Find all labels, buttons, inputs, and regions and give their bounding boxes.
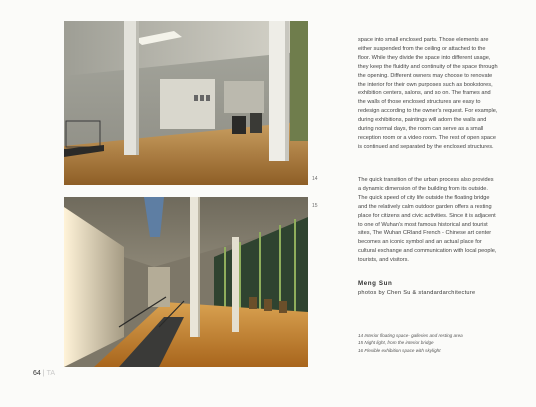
page-number: 64 (33, 370, 41, 377)
figure-captions (358, 332, 518, 354)
separator: | (42, 370, 45, 377)
magazine-mark: TA (46, 370, 56, 377)
page-footer (33, 370, 55, 377)
caption-item: 15 Night light, from the interior bridge (358, 340, 434, 346)
photo-night-light-bridge (64, 197, 308, 367)
photo-interior-floating-space (64, 21, 308, 185)
paragraph-text: space into small enclosed parts. Those elements are either suspended from the ceiling or attached to the floor. While they divide the space into different usage, they keep the fluidity and continuity of the space through the opening. Different owners may choose to renovate the interior for their own purposes such as bookstores, exhibition centers, salons, and so on. The frames and the walls of those enclosed structures are easy to redesign according to the owner's request. For example, during exhibitions, paintings will adorn the walls and during normal days, the room can serve as a small reception room or a video room. The rest of open space is continued and separated by the enclosed structures. (358, 37, 498, 150)
figure-number: 14 (312, 176, 318, 182)
figure-number: 15 (312, 203, 318, 209)
caption-item: 16 Flexible exhibition space with skylight (358, 347, 441, 353)
body-paragraph (358, 176, 498, 265)
photo-credit: photos by Chen Su & standardarchitecture (358, 290, 476, 296)
caption-item: 14 Interior floating space- galleries and resting area (358, 333, 463, 338)
author-name: Meng Sun (358, 280, 393, 287)
paragraph-text: The quick transition of the urban process also provides a dynamic dimension of the building from its outside. The quick speed of city life outside the floating bridge and the relatively calm outdoor garden offers a resting place for citizens and civic activities. Since it is adjacent to one of Wuhan's most famous historical and tourist sites, The Wuhan CRland French - Chinese art center becomes an iconic symbol and an actual place for cultural exchange and communication with local people, tourists, and visitors. (358, 177, 497, 264)
body-paragraph (358, 36, 498, 152)
